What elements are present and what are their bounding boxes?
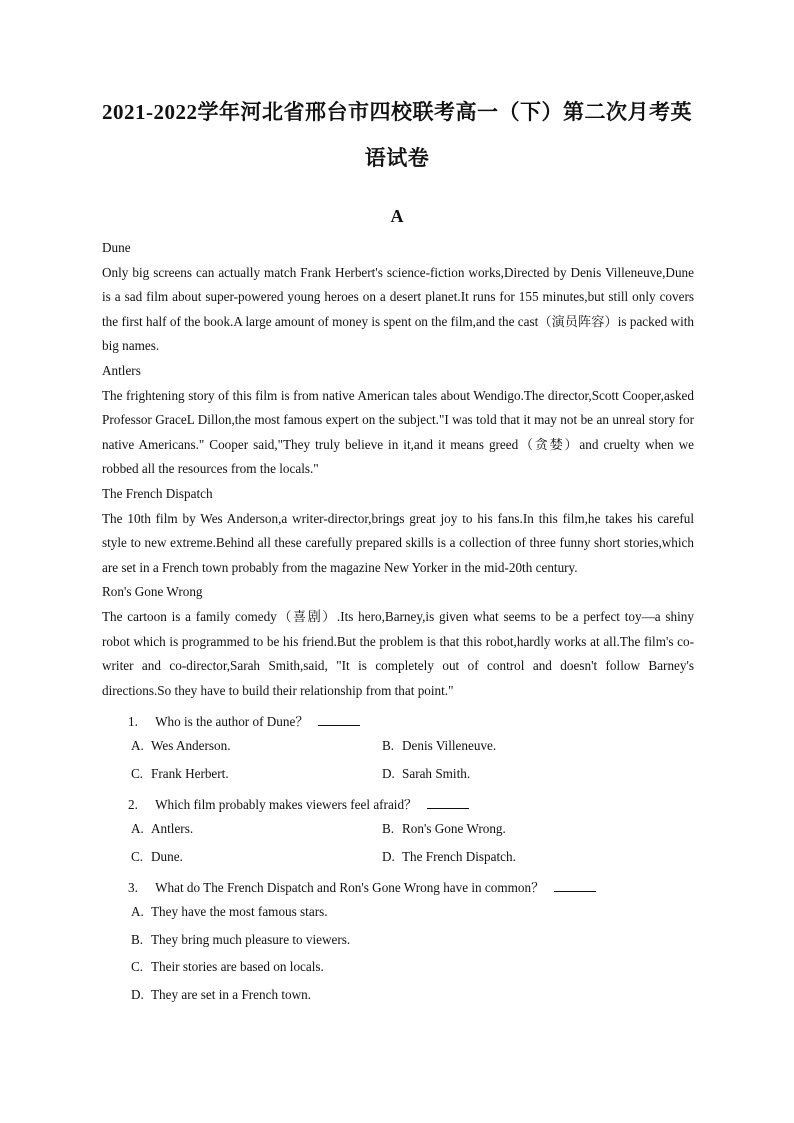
- option-letter: A.: [131, 821, 144, 836]
- option-letter: B.: [131, 932, 144, 947]
- option-letter: C.: [131, 766, 144, 781]
- option-text: The French Dispatch.: [402, 849, 516, 864]
- passage-text-antlers: The frightening story of this film is from native American tales about Wendigo.The director,Scott Cooper,asked Professor GraceL Dillon,the most famous expert on the subject."I was told that it may not be an unreal story for native Americans." Cooper said,"They truly believe in it,and it means greed（贪婪）and cruelty when we robbed all the resources from the locals.": [102, 387, 694, 477]
- option-c[interactable]: [131, 766, 229, 782]
- passage-heading-dune: Dune: [102, 240, 131, 255]
- exam-title-line-2: 语试卷: [364, 146, 430, 170]
- option-letter: C.: [131, 959, 144, 974]
- option-d[interactable]: [131, 987, 311, 1003]
- passage-text-rons-gone-wrong: The cartoon is a family comedy（喜剧）.Its hero,Barney,is given what seems to be a perfect toy—a shiny robot which is programmed to be his friend.But the problem is that this robot,hardly works at all.The film's co-writer and co-director,Sarah Smith,said, "It is completely out of control and doesn't follow Barney's directions.So they have to build their relationship from that point.": [102, 608, 694, 698]
- option-text: Their stories are based on locals.: [151, 959, 324, 974]
- option-letter: D.: [382, 849, 395, 864]
- answer-blank[interactable]: [427, 796, 469, 809]
- question-text: What do The French Dispatch and Ron's Gone Wrong have in common？: [155, 880, 545, 895]
- passage-heading-french-dispatch: The French Dispatch: [102, 485, 213, 501]
- option-letter: B.: [382, 821, 395, 836]
- exam-title-line-1: 2021-2022学年河北省邢台市四校联考高一（下）第二次月考英: [102, 100, 692, 124]
- option-b[interactable]: [382, 821, 506, 837]
- option-text: Sarah Smith.: [402, 766, 471, 781]
- option-b[interactable]: [131, 932, 350, 948]
- option-d[interactable]: [382, 766, 470, 782]
- section-label: A: [390, 206, 404, 226]
- option-letter: A.: [131, 738, 144, 753]
- option-text: Frank Herbert.: [151, 766, 229, 781]
- passage-heading-antlers: Antlers: [102, 362, 141, 378]
- option-text: They bring much pleasure to viewers.: [151, 932, 351, 947]
- option-text: Dune.: [151, 849, 183, 864]
- option-text: Wes Anderson.: [151, 738, 231, 753]
- option-a[interactable]: [131, 904, 328, 920]
- option-a[interactable]: [131, 821, 193, 837]
- reading-passage: [102, 236, 694, 703]
- passage-text-french-dispatch: The 10th film by Wes Anderson,a writer-director,brings great joy to his fans.In this film,he takes his careful style to new extreme.Behind all these carefully prepared skills is a collection of three funny short stories,which are set in a French town probably from the magazine New Yorker in the mid-20th century.: [102, 510, 694, 575]
- question-text: Which film probably makes viewers feel afraid？: [155, 797, 418, 812]
- option-c[interactable]: [131, 959, 324, 975]
- option-letter: A.: [131, 904, 144, 919]
- question-text: Who is the author of Dune？: [155, 714, 309, 729]
- question-number: 3.: [128, 880, 138, 895]
- question-2-stem: [128, 794, 469, 813]
- option-text: They are set in a French town.: [151, 987, 312, 1002]
- option-text: They have the most famous stars.: [151, 904, 328, 919]
- question-number: 1.: [128, 714, 138, 729]
- answer-blank[interactable]: [554, 879, 596, 892]
- option-text: Denis Villeneuve.: [402, 738, 497, 753]
- option-d[interactable]: [382, 849, 516, 865]
- option-text: Ron's Gone Wrong.: [402, 821, 506, 836]
- option-letter: B.: [382, 738, 395, 753]
- option-text: Antlers.: [151, 821, 194, 836]
- question-3-stem: [128, 877, 596, 896]
- option-letter: C.: [131, 849, 144, 864]
- option-letter: D.: [131, 987, 144, 1002]
- answer-blank[interactable]: [318, 713, 360, 726]
- passage-heading-rons-gone-wrong: Ron's Gone Wrong: [102, 584, 203, 600]
- option-letter: D.: [382, 766, 395, 781]
- question-number: 2.: [128, 797, 138, 812]
- option-b[interactable]: [382, 738, 496, 754]
- option-c[interactable]: [131, 849, 183, 865]
- question-1-stem: [128, 711, 360, 730]
- passage-text-dune: Only big screens can actually match Frank Herbert's science-fiction works,Directed by Denis Villeneuve,Dune is a sad film about super-powered young heroes on a desert planet.It runs for 155 minutes,but still only covers the first half of the book.A large amount of money is spent on the film,and the cast（演员阵容）is packed with big names.: [102, 264, 694, 354]
- option-a[interactable]: [131, 738, 231, 754]
